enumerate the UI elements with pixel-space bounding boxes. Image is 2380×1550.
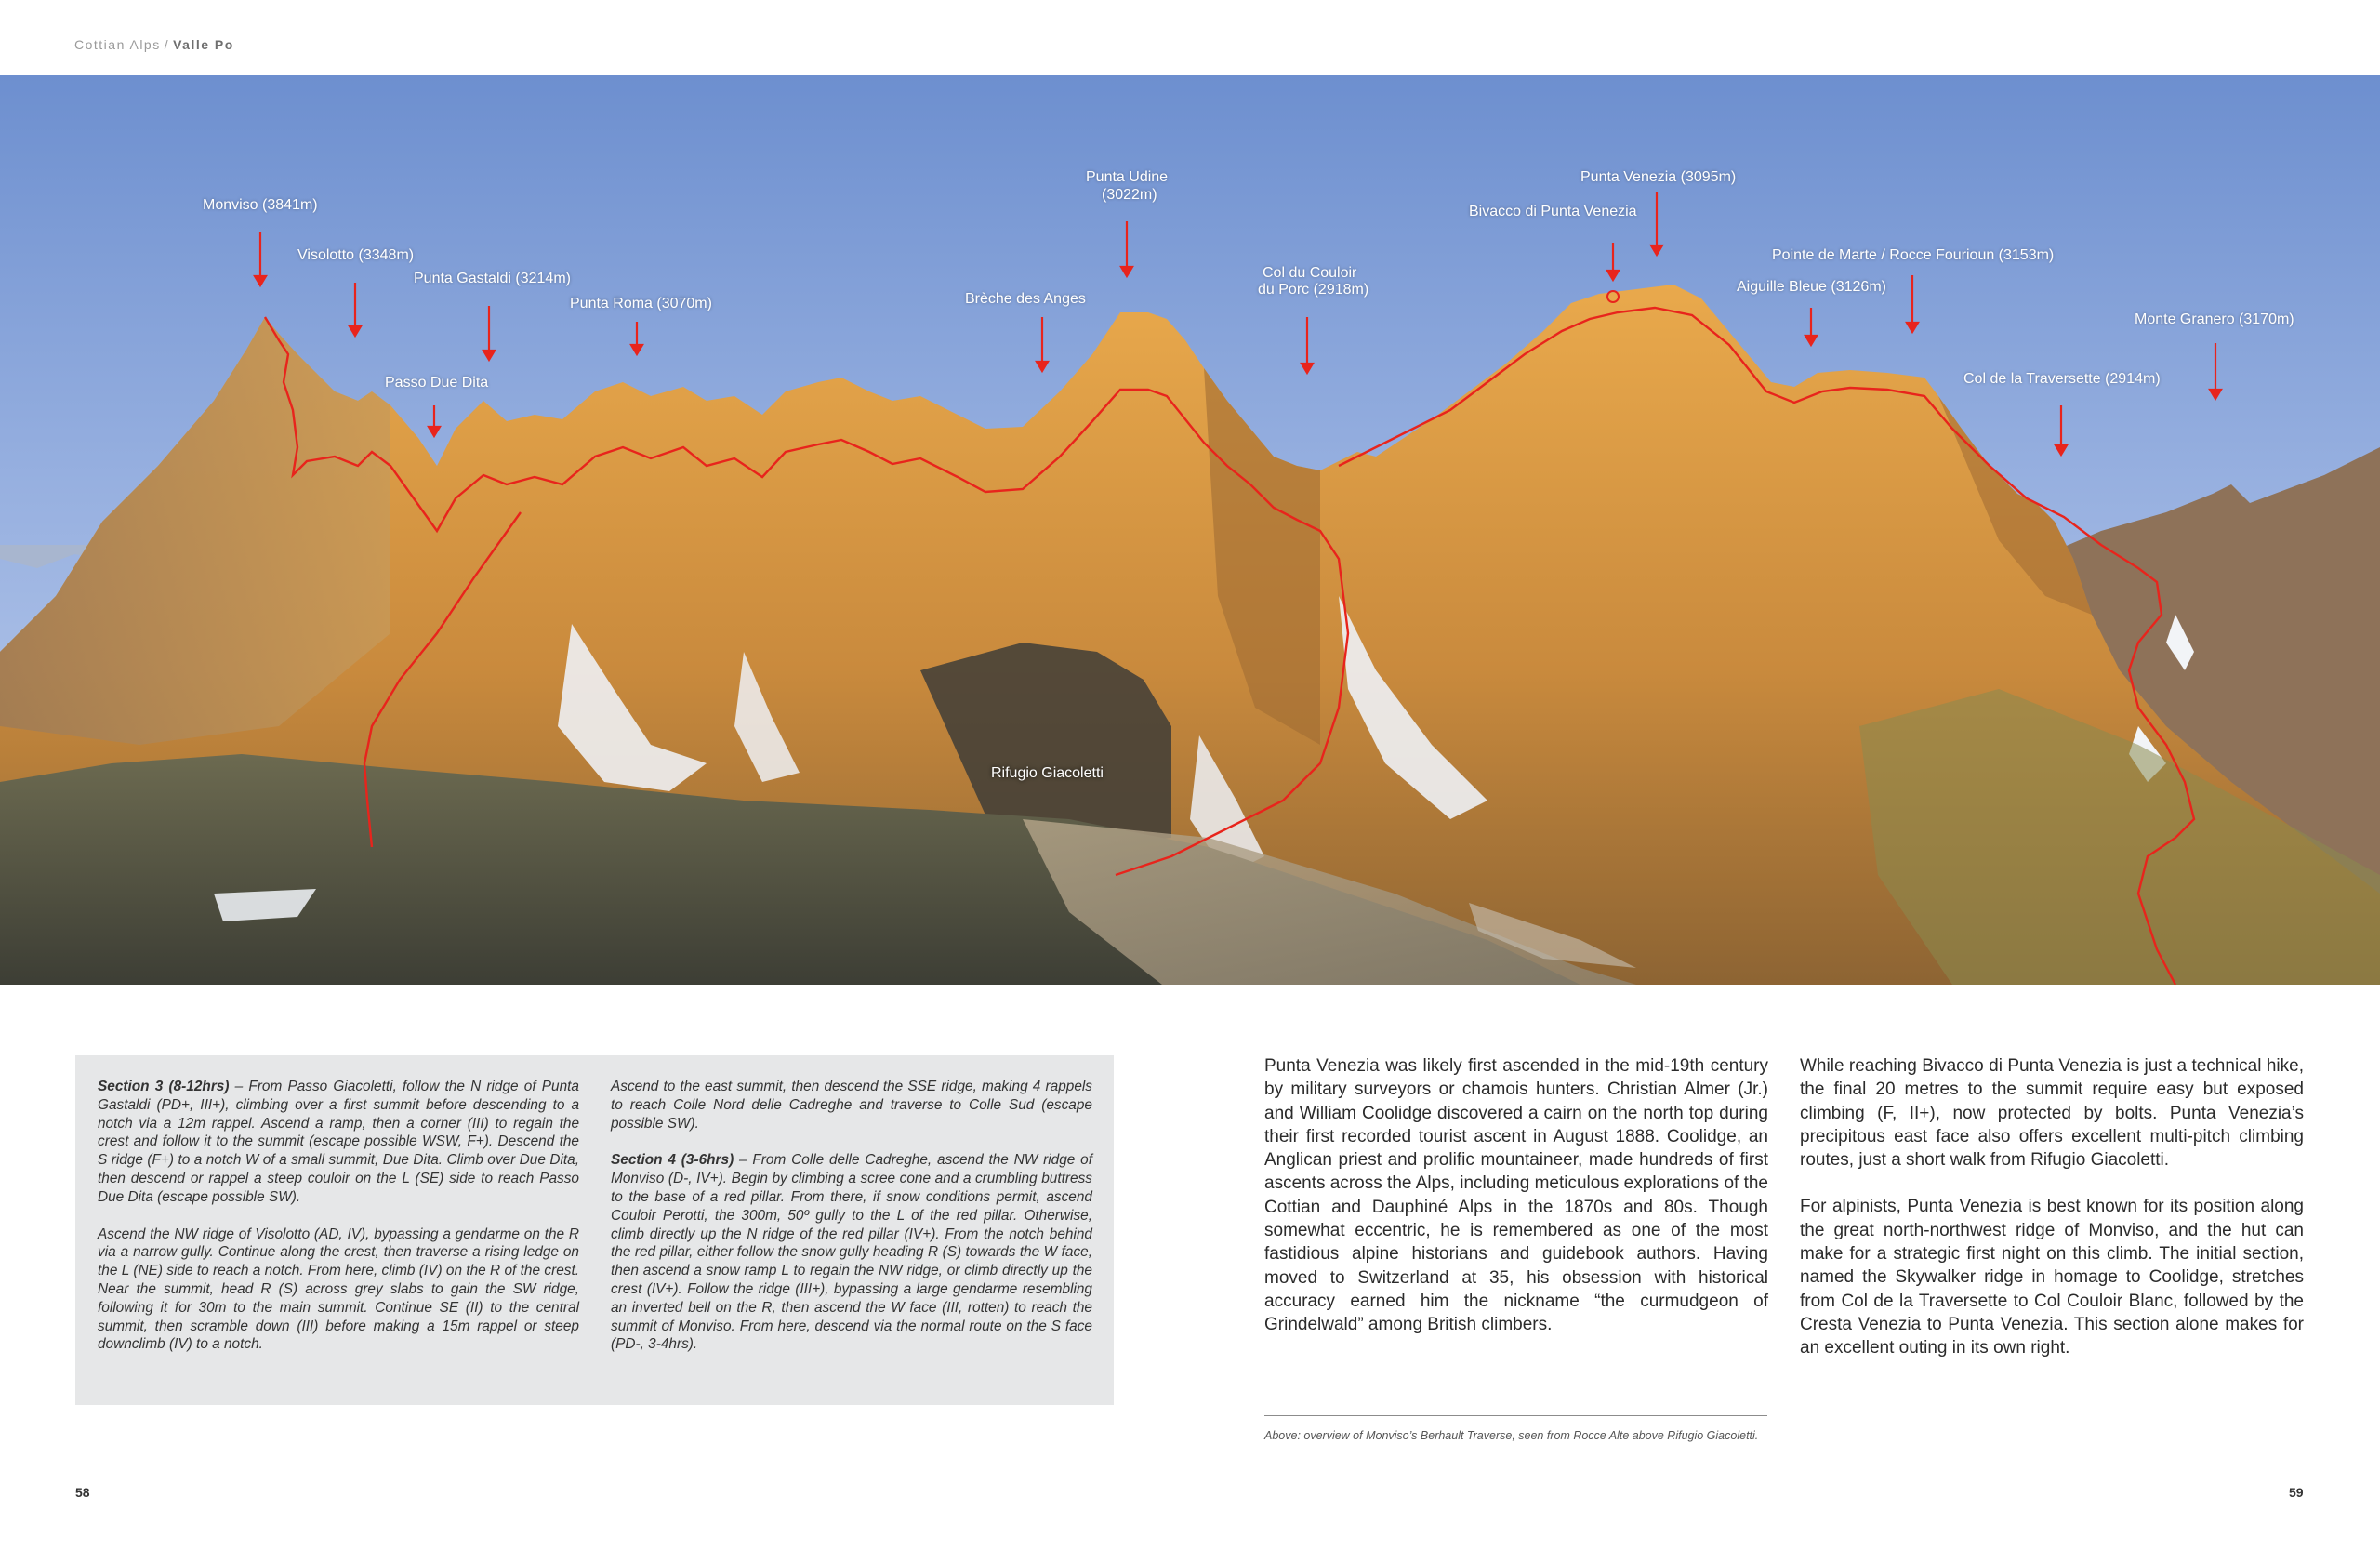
east-summit-paragraph: Ascend to the east summit, then descend the SSE ridge, making 4 rappels to reach Colle Nord delle Cadreghe and traverse to Colle Sud (escape possible SW). xyxy=(611,1079,1092,1132)
body-paragraph: While reaching Bivacco di Punta Venezia is just a technical hike, the final 20 metres to the summit require easy but exposed climbing (F, II+), now protected by bolts. Punta Venezia’s precipitous east face also offers excellent multi-pitch climbing routes, just a short walk from Rifugio Giacoletti. xyxy=(1800,1056,2304,1171)
panorama-illustration xyxy=(0,75,2380,985)
label-pointe-de-marte: Pointe de Marte / Rocce Fourioun (3153m) xyxy=(1772,247,2055,263)
label-monte-granero: Monte Granero (3170m) xyxy=(2135,311,2294,327)
running-head-valley: Valle Po xyxy=(173,37,234,52)
body-paragraph: For alpinists, Punta Venezia is best known for its position along the great north-northwest ridge of Monviso, and the hut can make for a strategic first night on this climb. The initial section, named the Skywalker ridge in homage to Coolidge, stretches from Col de la Traversette to Col Couloir Blanc, followed by the Cresta Venezia to Punta Venezia. This section alone makes for an excellent outing in its own right. xyxy=(1800,1197,2304,1358)
route-description-col-2 xyxy=(611,1078,1092,1372)
label-bivacco: Bivacco di Punta Venezia xyxy=(1469,204,1637,219)
label-punta-udine-1: Punta Udine xyxy=(1086,169,1169,185)
route-description-col-1 xyxy=(98,1078,579,1372)
caption-divider xyxy=(1264,1415,1767,1416)
running-head xyxy=(74,37,234,52)
running-head-separator: / xyxy=(164,37,170,52)
running-head-region: Cottian Alps xyxy=(74,37,161,52)
page-number-left: 58 xyxy=(75,1485,90,1500)
panorama-photo xyxy=(0,75,2380,985)
section-4-text: – From Colle delle Cadreghe, ascend the NW ridge of Monviso (D-, IV+). Begin by climbing a scree cone and a crumbling buttress to the base of a red pillar. From there, if snow conditions permit, ascend Couloir Perotti, the 300m, 50º gully to the L of the red pillar. Otherwise, climb directly up the N ridge of the red pillar (IV+). From the notch behind the red pillar, either follow the snow gully heading R (S) towards the W face, then ascend a snow ramp L to regain the NW ridge, or climb directly up the crest (IV+). Follow the ridge (III+), bypassing a large gendarme resembling an inverted bell on the R, then ascend the W face (III, rotten) to reach the summit of Monviso. From here, descend via the normal route on the S face (PD-, 3-4hrs). xyxy=(611,1152,1092,1353)
section-4-paragraph xyxy=(611,1151,1092,1354)
label-rifugio-giacoletti: Rifugio Giacoletti xyxy=(991,765,1104,781)
body-paragraph: Punta Venezia was likely first ascended in the mid-19th century by military surveyors or chamois hunters. Christian Almer (Jr.) and William Coolidge discovered a cairn on the north top during their first recorded tourist ascent in August 1888. Coolidge, an Anglican priest and prolific mountaineer, made hundreds of first ascents across the Alps, including meticulous explorations of the Cottian and Dauphiné Alps in the 1870s and 80s. Though somewhat eccentric, he is remembered as one of the most fastidious alpine historians and guidebook authors. Having moved to Switzerland at 35, his obsession with historical accuracy earned him the nickname “the curmudgeon of Grindelwald” among British climbers. xyxy=(1264,1056,1768,1335)
label-punta-roma: Punta Roma (3070m) xyxy=(570,296,712,311)
label-col-du-couloir-2: du Porc (2918m) xyxy=(1258,282,1369,298)
label-monviso: Monviso (3841m) xyxy=(203,197,318,213)
label-breche-des-anges: Brèche des Anges xyxy=(965,291,1086,307)
section-3-title: Section 3 (8-12hrs) xyxy=(98,1079,230,1094)
body-column-1 xyxy=(1264,1054,1768,1360)
page-number-right: 59 xyxy=(2289,1485,2304,1500)
visolotto-paragraph: Ascend the NW ridge of Visolotto (AD, IV), bypassing a gendarme on the R via a narrow gully. Continue along the crest, then traverse a rising ledge on the L (NE) side to reach a notch. From here, climb (IV) on the R of the crest. Near the summit, head R (S) across grey slabs to gain the SW ridge, following it for 30m to the main summit. Continue SE (II) to the central summit, then scramble down (III) before making a 15m rappel or steep downclimb (IV) to a notch. xyxy=(98,1225,579,1353)
photo-caption: Above: overview of Monviso’s Berhault Traverse, seen from Rocce Alte above Rifugio Giacoletti. xyxy=(1264,1429,1759,1442)
label-aiguille-bleue: Aiguille Bleue (3126m) xyxy=(1737,279,1886,295)
body-column-2 xyxy=(1800,1054,2304,1384)
section-3-text: – From Passo Giacoletti, follow the N ridge of Punta Gastaldi (PD+, III+), climbing over a first summit before descending to a notch via a 12m rappel. Ascend a ramp, then a corner (III) to regain the crest and follow it to the summit (escape possible WSW, F+). Descend the S ridge (F+) to a notch W of a small summit, Due Dita. Climb over Due Dita, then descend or rappel a steep couloir on the L (SE) side to reach Passo Due Dita (escape possible SW). xyxy=(98,1079,579,1205)
label-col-du-couloir-1: Col du Couloir xyxy=(1263,265,1357,281)
label-punta-gastaldi: Punta Gastaldi (3214m) xyxy=(414,271,571,286)
section-3-paragraph xyxy=(98,1078,579,1207)
route-description-box xyxy=(75,1055,1114,1405)
label-punta-udine-2: (3022m) xyxy=(1102,187,1157,203)
label-passo-due-dita: Passo Due Dita xyxy=(385,375,489,391)
section-4-title: Section 4 (3-6hrs) xyxy=(611,1152,734,1169)
label-col-traversette: Col de la Traversette (2914m) xyxy=(1964,371,2161,387)
label-punta-venezia: Punta Venezia (3095m) xyxy=(1580,169,1737,185)
label-visolotto: Visolotto (3348m) xyxy=(298,247,415,263)
